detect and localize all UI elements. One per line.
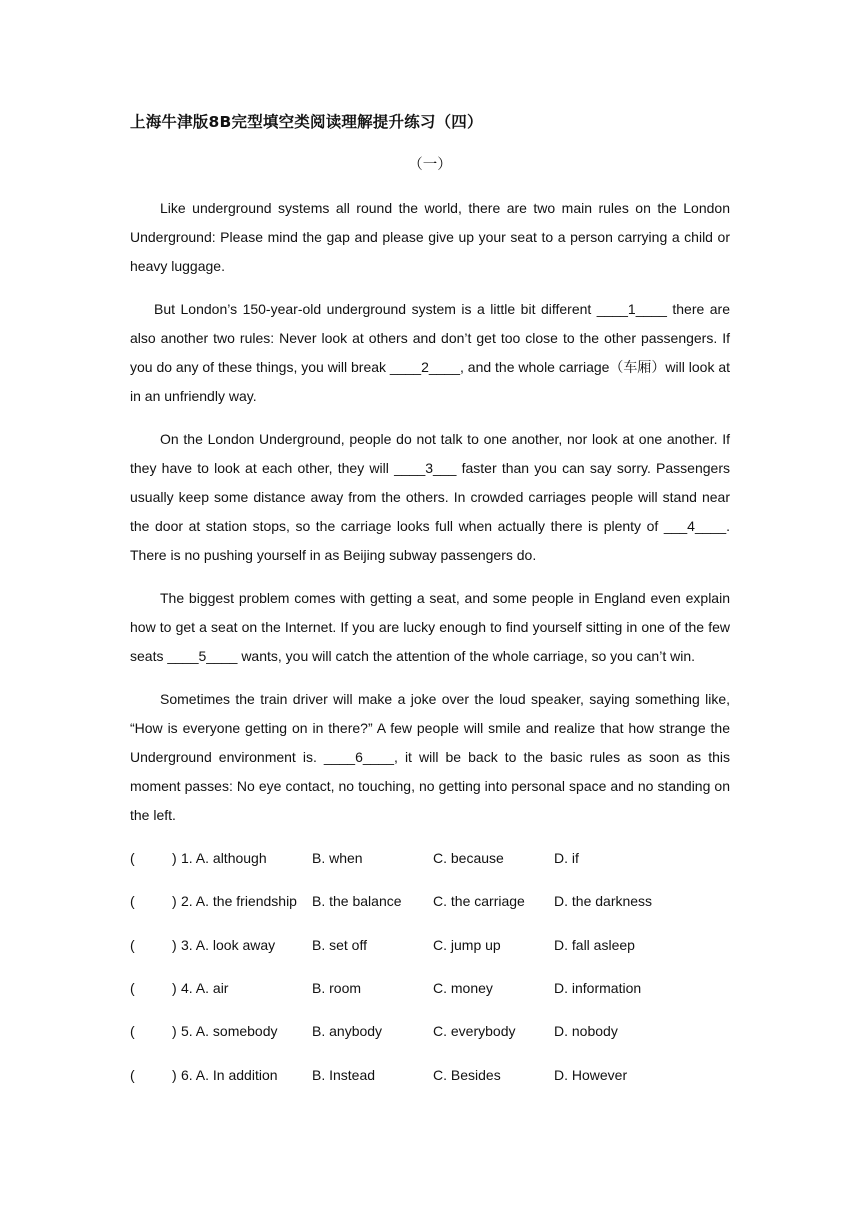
question-row-5	[130, 1023, 730, 1043]
option-a: 5. A. somebody	[181, 1023, 278, 1039]
answer-blank-close: )	[172, 893, 177, 909]
option-d: D. fall asleep	[554, 937, 635, 953]
option-d: D. the darkness	[554, 893, 653, 909]
option-a: 2. A. the friendship	[181, 893, 297, 909]
option-c: C. Besides	[433, 1067, 501, 1083]
answer-blank-open: (	[130, 1067, 135, 1083]
answer-blank-close: )	[172, 980, 177, 996]
answer-blank-open: (	[130, 937, 135, 953]
option-b: B. the balance	[312, 893, 402, 909]
passage-paragraph-5: Sometimes the train driver will make a joke over the loud speaker, saying something like, “How is everyone getting on in there?” A few people will smile and realize that how strange the Underground environment is. ____6____, it will be back to the basic rules as soon as this moment passes: No eye contact, no touching, no getting into personal space and no standing on the left.	[130, 691, 730, 823]
question-row-1	[130, 850, 730, 870]
option-b: B. room	[312, 980, 362, 996]
question-row-2	[130, 893, 730, 913]
section-label: （一）	[408, 157, 452, 173]
answer-blank-open: (	[130, 980, 135, 996]
option-b: B. set off	[312, 937, 367, 953]
option-b: B. anybody	[312, 1023, 383, 1039]
option-d: D. However	[554, 1067, 628, 1083]
document-title: 上海牛津版8B完型填空类阅读理解提升练习（四）	[130, 113, 483, 131]
option-d: D. if	[554, 850, 579, 866]
question-row-3	[130, 937, 730, 957]
option-a: 4. A. air	[181, 980, 229, 996]
answer-blank-close: )	[172, 1067, 177, 1083]
answer-blank-open: (	[130, 893, 135, 909]
answer-blank-close: )	[172, 850, 177, 866]
option-a: 1. A. although	[181, 850, 267, 866]
option-c: C. jump up	[433, 937, 501, 953]
question-row-4	[130, 980, 730, 1000]
answer-blank-close: )	[172, 1023, 177, 1039]
passage-paragraph-3: On the London Underground, people do not talk to one another, nor look at one another. If they have to look at each other, they will ____3___ faster than you can say sorry. Passengers usually keep some distance away from the others. In crowded carriages people will stand near the door at station stops, so the carriage looks full when actually there is plenty of ___4____. There is no pushing yourself in as Beijing subway passengers do.	[130, 431, 730, 563]
option-c: C. because	[433, 850, 504, 866]
passage-paragraph-1: Like underground systems all round the world, there are two main rules on the London Underground: Please mind the gap and please give up your seat to a person carrying a child or heavy luggage.	[130, 200, 730, 274]
option-d: D. information	[554, 980, 642, 996]
option-a: 3. A. look away	[181, 937, 276, 953]
option-c: C. money	[433, 980, 493, 996]
answer-blank-close: )	[172, 937, 177, 953]
option-c: C. the carriage	[433, 893, 525, 909]
option-b: B. Instead	[312, 1067, 376, 1083]
option-c: C. everybody	[433, 1023, 516, 1039]
question-row-6	[130, 1067, 730, 1087]
answer-blank-open: (	[130, 1023, 135, 1039]
passage-paragraph-4: The biggest problem comes with getting a seat, and some people in England even explain how to get a seat on the Internet. If you are lucky enough to find yourself sitting in one of the few seats ____5____ wants, you will catch the attention of the whole carriage, so you can’t win.	[130, 590, 730, 664]
option-a: 6. A. In addition	[181, 1067, 278, 1083]
option-d: D. nobody	[554, 1023, 618, 1039]
answer-blank-open: (	[130, 850, 135, 866]
option-b: B. when	[312, 850, 363, 866]
passage-paragraph-2: But London’s 150-year-old underground system is a little bit different ____1____ there are also another two rules: Never look at others and don’t get too close to the other passengers. If you do any of these things, you will break ____2____, and the whole carriage（车厢）will look at in an unfriendly way.	[130, 301, 731, 404]
